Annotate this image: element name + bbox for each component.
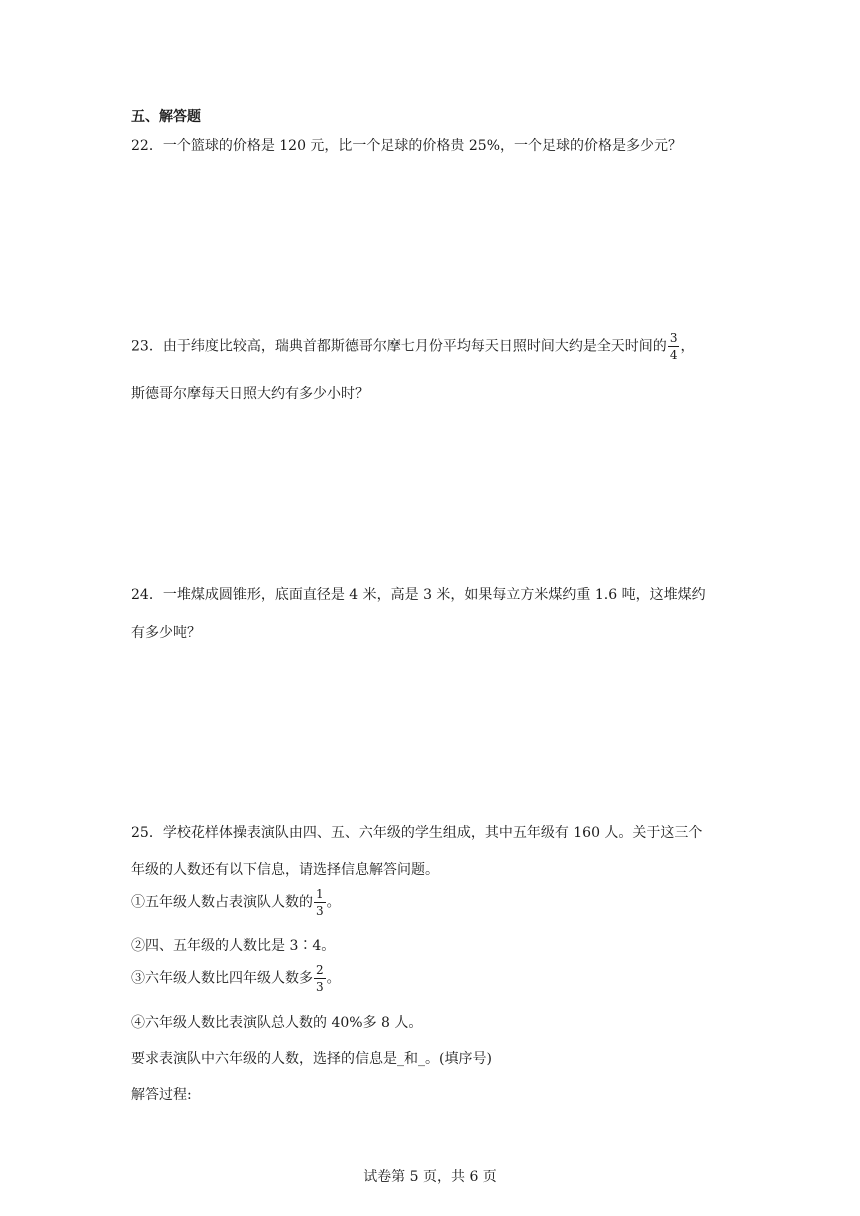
question-23-text: 23．由于纬度比较高，瑞典首都斯德哥尔摩七月份平均每天日照时间大约是全天时间的 — [131, 338, 667, 355]
info-item-4: ④六年级人数比表演队总人数的 40%多 8 人。 — [131, 1015, 423, 1031]
info-1-text: ①五年级人数占表演队人数的 — [131, 894, 313, 911]
question-22: 22．一个篮球的价格是 120 元，比一个足球的价格贵 25%，一个足球的价格是多少元？ — [131, 138, 683, 154]
fraction-one-third — [314, 888, 326, 917]
fraction-denominator: 3 — [316, 904, 324, 918]
question-25-prompt: 要求表演队中六年级的人数，选择的信息是_和_。(填序号) — [131, 1051, 492, 1067]
fraction-numerator: 3 — [669, 331, 678, 345]
question-25-line2: 年级的人数还有以下信息，请选择信息解答问题。 — [131, 862, 439, 878]
info-3-punct: 。 — [326, 970, 341, 987]
info-item-2: ②四、五年级的人数比是 3∶4。 — [131, 938, 336, 954]
fraction-numerator: 2 — [316, 963, 324, 977]
question-23-line1 — [131, 332, 694, 361]
section-title: 五、解答题 — [131, 109, 201, 125]
fraction-three-quarters — [668, 332, 680, 361]
page-footer: 试卷第 5 页，共 6 页 — [363, 1169, 497, 1185]
fraction-denominator: 4 — [669, 348, 678, 362]
question-23-punct: ， — [680, 338, 695, 355]
question-24-line1: 24．一堆煤成圆锥形，底面直径是 4 米，高是 3 米，如果每立方米煤约重 1.6 吨，这堆煤约 — [131, 587, 706, 603]
fraction-numerator: 1 — [316, 887, 324, 901]
info-item-3 — [131, 964, 341, 993]
answer-label: 解答过程: — [131, 1087, 192, 1103]
question-24-line2: 有多少吨？ — [131, 625, 201, 641]
info-3-text: ③六年级人数比四年级人数多 — [131, 970, 313, 987]
fraction-two-thirds — [314, 964, 326, 993]
question-25-line1: 25．学校花样体操表演队由四、五、六年级的学生组成，其中五年级有 160 人。关于这三个 — [131, 825, 703, 841]
info-1-punct: 。 — [326, 894, 341, 911]
question-23-line2: 斯德哥尔摩每天日照大约有多少小时？ — [131, 386, 369, 402]
fraction-denominator: 3 — [316, 980, 324, 994]
info-item-1 — [131, 888, 341, 917]
